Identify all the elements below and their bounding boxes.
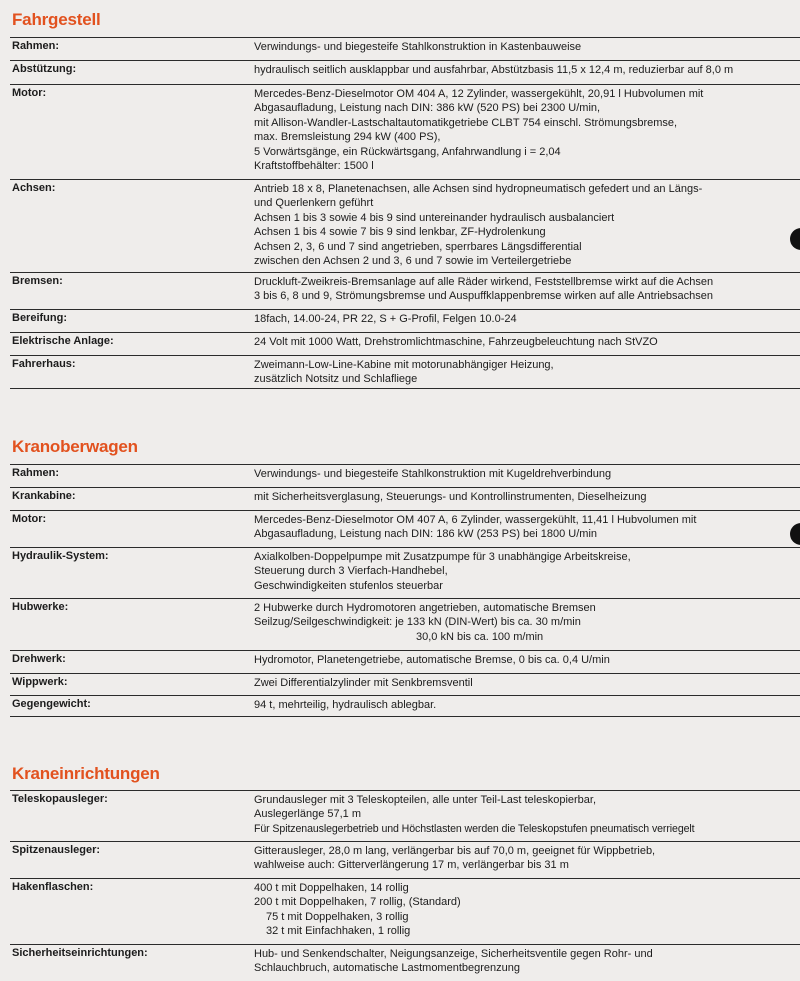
spec-value: Zweimann-Low-Line-Kabine mit motorunabhängiger Heizung, zusätzlich Notsitz und Schlafliege [254,359,554,386]
spec-value: Verwindungs- und biegesteife Stahlkonstruktion mit Kugeldrehverbindung [254,468,612,480]
spec-label: Hydraulik-System: [12,550,109,562]
spec-label: Gegengewicht: [12,698,91,710]
spec-value: Mercedes-Benz-Dieselmotor OM 404 A, 12 Zylinder, wassergekühlt, 20,91 l Hubvolumen mit Abgasaufladung, Leistung nach DIN: 386 kW (520 PS) bei 2300 U/min, mit Allison-Wandler-Lastschaltautomatikgetriebe CLBT 754 einschl. Strömungsbremse, max. Bremsleistung 294 kW (400 PS), 5 Vorwärtsgänge, ein Rückwärtsgang, Anfahrwandlung i = 2,04 Kraftstoffbehälter: 1500 l [254,88,704,173]
spec-label: Wippwerk: [12,676,68,688]
spec-label: Drehwerk: [12,653,66,665]
section-title-kranoberwagen: Kranoberwagen [12,437,138,456]
spec-value: Druckluft-Zweikreis-Bremsanlage auf alle Räder wirkend, Feststellbremse wirkt auf die Achsen 3 bis 6, 8 und 9, Strömungsbremse und Auspuffklappenbremse wirken auf alle Antriebsachsen [254,276,714,303]
spec-value: 2 Hubwerke durch Hydromotoren angetrieben, automatische Bremsen Seilzug/Seilgeschwindigkeit: je 133 kN (DIN-Wert) bis ca. 30 m/min 30,0 kN bis ca. 100 m/min [254,602,596,643]
spec-value: Hub- und Senkendschalter, Neigungsanzeige, Sicherheitsventile gegen Rohr- und Schlauchbruch, automatische Lastmomentbegrenzung [254,948,653,975]
spec-value: Grundausleger mit 3 Teleskopteilen, alle unter Teil-Last teleskopierbar, Auslegerlänge 57,1 m Für Spitzenauslegerbetrieb und Höchstlasten werden die Teleskopstufen pneumatisch verriegelt [254,794,695,835]
spec-value: Mercedes-Benz-Dieselmotor OM 407 A, 6 Zylinder, wassergekühlt, 11,41 l Hubvolumen mit Abgasaufladung, Leistung nach DIN: 186 kW (253 PS) bei 1800 U/min [254,514,697,541]
spec-label: Spitzenausleger: [12,844,101,856]
section-title-fahrgestell: Fahrgestell [12,10,101,29]
spec-row-achsen [10,179,800,272]
spec-row-wippwerk [10,673,800,695]
spec-row-elektrische-anlage [10,332,800,355]
spec-label: Abstützung: [12,63,77,75]
spec-label: Hubwerke: [12,601,69,613]
spec-row-hubwerke [10,598,800,650]
spec-label: Motor: [12,513,47,525]
spec-row-abstuetzung [10,60,800,84]
spec-row-drehwerk [10,650,800,673]
spec-label: Bremsen: [12,275,63,287]
spec-value: Hydromotor, Planetengetriebe, automatische Bremse, 0 bis ca. 0,4 U/min [254,654,610,666]
spec-value: 24 Volt mit 1000 Watt, Drehstromlichtmaschine, Fahrzeugbeleuchtung nach StVZO [254,336,658,348]
spec-row-bremsen [10,272,800,309]
spec-label: Fahrerhaus: [12,358,76,370]
spec-row-spitzenausleger [10,841,800,878]
spec-row-fahrerhaus [10,355,800,389]
spec-value: 94 t, mehrteilig, hydraulisch ablegbar. [254,699,437,711]
spec-value: Verwindungs- und biegesteife Stahlkonstruktion in Kastenbauweise [254,41,582,53]
spec-row-rahmen [10,37,800,60]
spec-row-teleskopausleger [10,790,800,841]
spec-label: Krankabine: [12,490,76,502]
spec-label: Sicherheitseinrichtungen: [12,947,148,959]
spec-value: hydraulisch seitlich ausklappbar und ausfahrbar, Abstützbasis 11,5 x 12,4 m, reduzierbar auf 8,0 m [254,64,734,76]
spec-row-motor [10,84,800,179]
spec-value: Zwei Differentialzylinder mit Senkbremsventil [254,677,473,689]
spec-row-bereifung [10,309,800,332]
spec-value: Axialkolben-Doppelpumpe mit Zusatzpumpe für 3 unabhängige Arbeitskreise, Steuerung durch 3 Vierfach-Handhebel, Geschwindigkeiten stufenlos steuerbar [254,551,631,592]
spec-value: mit Sicherheitsverglasung, Steuerungs- und Kontrollinstrumenten, Dieselheizung [254,491,647,503]
spec-row-gegengewicht [10,695,800,717]
spec-label: Rahmen: [12,467,60,479]
spec-row-motor [10,510,800,547]
spec-label: Hakenflaschen: [12,881,94,893]
spec-value: 400 t mit Doppelhaken, 14 rollig 200 t mit Doppelhaken, 7 rollig, (Standard) 75 t mit Doppelhaken, 3 rollig 32 t mit Einfachhaken, 1 rollig [254,882,461,938]
section-title-kraneinrichtungen: Kraneinrichtungen [12,764,160,783]
spec-value: 18fach, 14.00-24, PR 22, S + G-Profil, Felgen 10.0-24 [254,313,517,325]
spec-label: Rahmen: [12,40,60,52]
spec-row-hydraulik-system [10,547,800,598]
spec-row-krankabine [10,487,800,510]
spec-value: Gitterausleger, 28,0 m lang, verlängerbar bis auf 70,0 m, geeignet für Wippbetrieb, wahlweise auch: Gitterverlängerung 17 m, verlängerbar bis 31 m [254,845,656,872]
spec-value: Antrieb 18 x 8, Planetenachsen, alle Achsen sind hydropneumatisch gefedert und an Längs- und Querlenkern geführt Achsen 1 bis 3 sowie 4 bis 9 sind untereinander hydraulisch ausbalanciert Achsen 1 bis 4 sowie 7 bis 9 sind lenkbar, ZF-Hydrolenkung Achsen 2, 3, 6 und 7 sind angetrieben, sperrbares Längsdifferential zwischen den Achsen 2 und 3, 6 und 7 sowie im Verteilergetriebe [254,183,703,268]
spec-label: Motor: [12,87,47,99]
spec-label: Bereifung: [12,312,67,324]
spec-row-rahmen [10,464,800,487]
spec-label: Elektrische Anlage: [12,335,114,347]
spec-row-sicherheitseinrichtungen [10,944,800,981]
spec-label: Achsen: [12,182,56,194]
spec-label: Teleskopausleger: [12,793,108,805]
spec-row-hakenflaschen [10,878,800,944]
